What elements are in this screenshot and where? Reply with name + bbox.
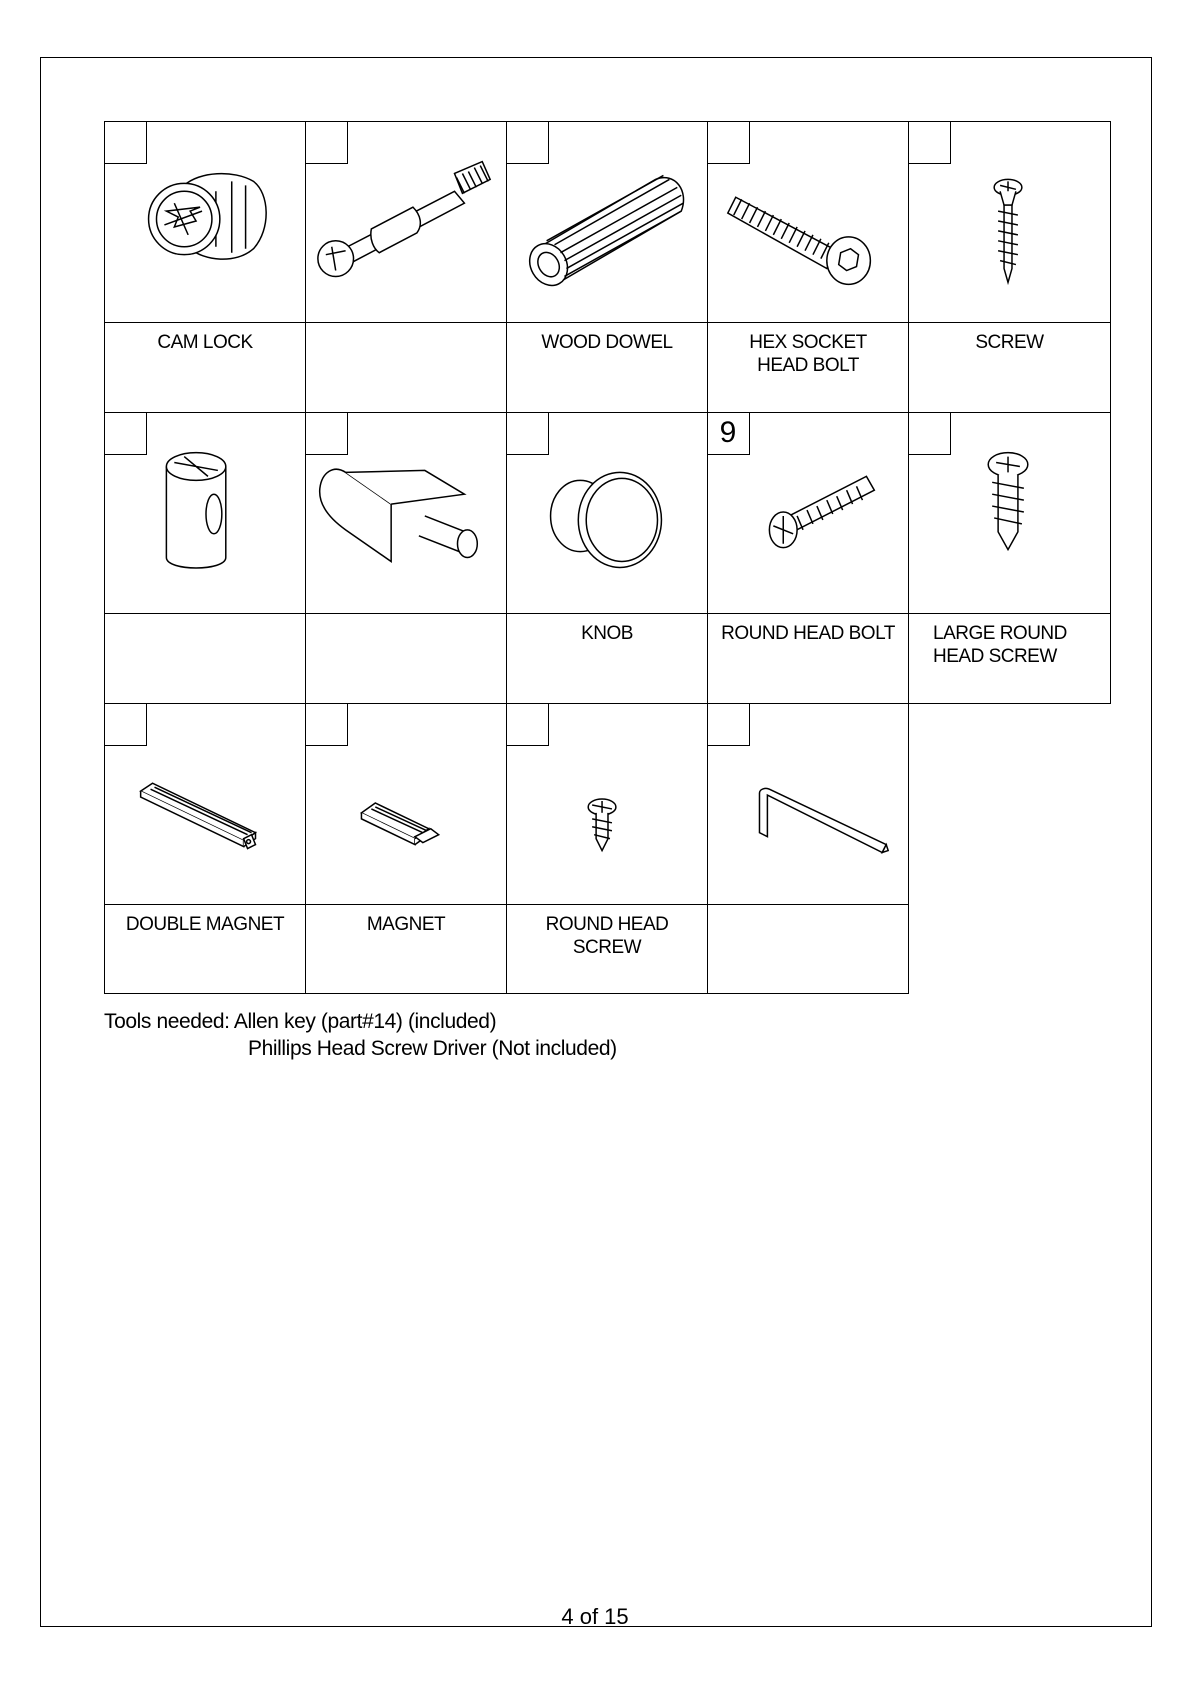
tools-heading: Tools needed: xyxy=(104,1010,230,1033)
label-cell xyxy=(908,322,1111,413)
screw-drawing xyxy=(909,122,1110,322)
part-cell-6 xyxy=(104,412,306,614)
part-label: CAM LOCK xyxy=(157,332,253,353)
hex-socket-bolt-drawing xyxy=(708,122,908,322)
label-cell xyxy=(707,613,909,704)
barrel-nut-drawing xyxy=(105,413,305,613)
cam-bolt-drawing xyxy=(306,122,506,322)
label-cell xyxy=(707,322,909,413)
part-label: DOUBLE MAGNET xyxy=(125,914,285,935)
label-cell xyxy=(506,904,708,994)
wood-dowel-drawing xyxy=(507,122,707,322)
part-cell-round-head-bolt xyxy=(707,412,909,614)
tools-line-2: Phillips Head Screw Driver (Not included) xyxy=(248,1037,617,1060)
part-label: ROUND HEAD BOLT xyxy=(721,623,895,644)
part-number-box: 9 xyxy=(707,412,750,455)
part-cell-hex-socket-head-bolt xyxy=(707,121,909,323)
large-round-head-screw-drawing xyxy=(909,413,1110,613)
part-cell-round-head-screw xyxy=(506,703,708,905)
page-number: 4 of 15 xyxy=(561,1604,629,1629)
label-cell xyxy=(104,613,306,704)
label-cell xyxy=(104,322,306,413)
label-cell xyxy=(908,613,1111,704)
round-head-screw-drawing xyxy=(507,704,707,904)
label-cell xyxy=(506,322,708,413)
part-label: WOOD DOWEL xyxy=(541,332,673,353)
part-cell-screw xyxy=(908,121,1111,323)
part-label: HEX SOCKET HEAD BOLT xyxy=(749,332,867,376)
knob-drawing xyxy=(507,413,707,613)
label-cell xyxy=(305,613,507,704)
double-magnet-drawing xyxy=(105,704,305,904)
part-cell-wood-dowel xyxy=(506,121,708,323)
part-cell-7 xyxy=(305,412,507,614)
part-cell-knob xyxy=(506,412,708,614)
round-head-bolt-drawing xyxy=(708,413,908,613)
part-label: LARGE ROUND HEAD SCREW xyxy=(933,623,1067,667)
part-label: MAGNET xyxy=(366,914,446,935)
part-cell-large-round-head-screw xyxy=(908,412,1111,614)
part-label: ROUND HEAD SCREW xyxy=(545,914,669,958)
cam-lock-drawing xyxy=(105,122,305,322)
label-cell xyxy=(707,904,909,994)
part-cell-cam-lock xyxy=(104,121,306,323)
part-cell-2 xyxy=(305,121,507,323)
part-label: SCREW xyxy=(975,332,1044,353)
label-cell xyxy=(305,322,507,413)
label-cell xyxy=(506,613,708,704)
tools-line-1: Allen key (part#14) (included) xyxy=(229,1010,497,1033)
part-cell-magnet xyxy=(305,703,507,905)
part-cell-allen-key xyxy=(707,703,909,905)
tools-needed xyxy=(104,1008,617,1062)
label-cell xyxy=(104,904,306,994)
allen-key-drawing xyxy=(708,704,908,904)
part-label: KNOB xyxy=(581,623,633,644)
part-cell-double-magnet xyxy=(104,703,306,905)
shelf-support-drawing xyxy=(306,413,506,613)
label-cell xyxy=(305,904,507,994)
magnet-drawing xyxy=(306,704,506,904)
